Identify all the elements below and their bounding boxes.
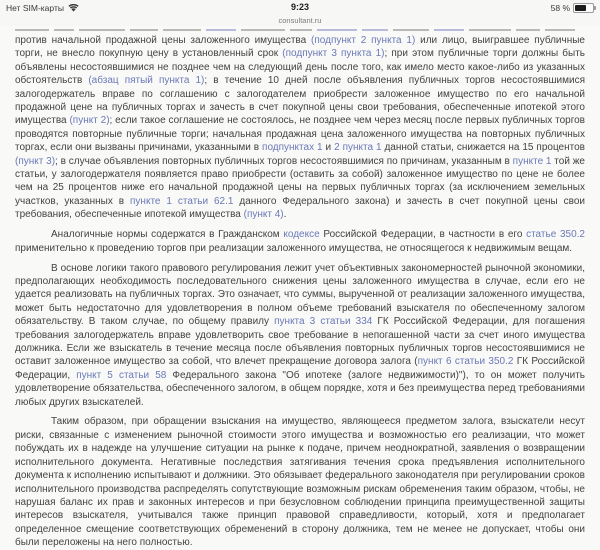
body-text: ; если такое соглашение не состоялось, не позднее чем через месяц после первых публичных торгов проводятся повторные публичные торги; начальная продажная цена заложенного имущества на повторных публичных торгах, если они вызваны причинами, указанными в [15, 115, 585, 154]
body-text: против начальной продажной цены заложенного имущества [15, 35, 312, 46]
legal-reference-link[interactable]: (пункт 3) [15, 155, 56, 167]
paragraph [15, 228, 585, 255]
legal-reference-link[interactable]: пункт 6 статьи 350.2 [417, 356, 514, 368]
body-text: ГК Российской Федерации, для погашения требования залогодержатель вправе удовлетворить свое требование в непогашенной части за счет иного имущества должника. Если же взыскатель в течение месяца после объявления повторных публичных торгов несостоявшимися не оставит заложенное имущество за собой, что влечет прекращение договора залога ( [15, 316, 585, 368]
body-text: Таким образом, при обращении взыскания на имущество, являющееся предметом залога, взыскатели несут риски, связанные с изменением рыночной стоимости этого имущества и возможностью его реализации, что может побуждать их в надежде на улучшение ситуации на рынке к подаче, причем неоднократной, заявления о возвращении исполнительного документа. Негативные последствия затягивания течения срока предъявления исполнительного документа к исполнению испытывают и должники. Это обязывает федерального законодателя при регулировании сроков исполнительного производства распределять сопутствующие возможным рискам обременения таким образом, чтобы, не нарушая баланс их прав и законных интересов и при безусловном соблюдении принципа преимущественной защиты интересов взыскателя, учитывался также принцип правовой справедливости, который, хотя и предполагает определенное смещение соответствующих обременений в сторону должника, тем не менее не допускает, чтобы они были переложены на него полностью. [15, 416, 585, 549]
body-text: ГК Российской Федерации, [15, 356, 585, 381]
legal-reference-link[interactable]: (пункт 2) [69, 115, 110, 127]
legal-reference-link[interactable]: 2 пункта 1 [334, 142, 382, 154]
paragraph [15, 262, 585, 409]
carrier-label: Нет SIM-карты [6, 3, 64, 13]
legal-reference-link[interactable]: (подпункт 2 пункта 1) [311, 35, 416, 46]
body-text: ; в течение 10 дней после объявления публичных торгов несостоявшимися залогодержатель вправе по соглашению с залогодателем приобрести заложенное имущество по его начальной продажной цене на публичных торгах и зачесть в счет покупной цены свои требования, обеспеченные ипотекой этого имущества [15, 75, 585, 127]
url-bar[interactable]: consultant.ru [0, 16, 600, 26]
battery-percent-label: 58 % [550, 3, 570, 13]
body-text: . [283, 209, 287, 221]
body-text: или лицо, выигравшее публичные торги, не внесло покупную цену в установленный срок [15, 35, 585, 60]
body-text: ; при этом публичные торги должны быть объявлены несостоявшимися не позднее чем на следующий день после того, как имело место какое-либо из указанных обстоятельств [15, 48, 585, 87]
battery-fill [575, 5, 586, 11]
paragraph [15, 34, 585, 222]
body-text: применительно к проведению торгов при реализации заложенного имущества, не относящегося к недвижимым вещам. [15, 242, 573, 254]
clipped-text-line [15, 26, 585, 31]
status-bar [0, 0, 600, 16]
status-right [551, 3, 594, 13]
legal-reference-link[interactable]: кодексе [283, 229, 320, 241]
document-body [0, 31, 600, 550]
legal-reference-link[interactable]: (подпункт 3 пункта 1) [282, 48, 385, 60]
legal-reference-link[interactable]: пункт 5 статьи 58 [76, 369, 167, 381]
body-text: В основе логики такого правового регулирования лежит учет объективных закономерностей рыночной экономики, предполагающих необходимость последовательного снижения цены заложенного имущества в случае, если его не удается реализовать на публичных торгах. Это означает, что суммы, вырученной от реализации заложенного имущества, может быть недостаточно для удовлетворения в полном объеме требований взыскателя по обеспеченному залогом обязательству. В таком случае, по общему правилу [15, 262, 585, 328]
legal-reference-link[interactable]: пункта 3 статьи 334 [274, 316, 373, 328]
legal-reference-link[interactable]: (пункт 4) [243, 209, 284, 221]
body-text: Федерального закона "Об ипотеке (залоге недвижимости)"), то он может получить удовлетворение обязательства, обеспеченного залогом, в общем порядке, хотя и без преимущества перед требованиями любых других взыскателей. [15, 369, 585, 408]
legal-reference-link[interactable]: (абзац пятый пункта 1) [88, 75, 205, 87]
body-text: данного Федерального закона) и зачесть в счет покупной цены свои требования, обеспеченные ипотекой имущества [15, 195, 586, 221]
paragraph [15, 415, 585, 549]
body-text: Аналогичные нормы содержатся в Гражданском [51, 229, 284, 241]
body-text: той же статьи, у залогодержателя появляется право приобрести (оставить за собой) заложенное имущество по цене не более чем на 25 процентов ниже его начальной продажной цены на первых публичных торгах (за исключением земельных участков, указанных в [15, 155, 585, 207]
battery-icon [573, 3, 594, 13]
body-text: ; в случае объявления повторных публичных торгов несостоявшимися по причинам, указанным в [55, 155, 513, 167]
legal-reference-link[interactable]: пункте 1 статьи 62.1 [130, 195, 234, 207]
body-text: данной статьи, снижается на 15 процентов [381, 142, 585, 154]
legal-reference-link[interactable]: подпунктах 1 [262, 142, 323, 154]
body-text: Российской Федерации, в частности в его [319, 229, 527, 241]
legal-reference-link[interactable]: пункте 1 [512, 155, 552, 167]
legal-reference-link[interactable]: статье 350.2 [526, 229, 585, 241]
clock: 9:23 [290, 2, 309, 12]
body-text: и [322, 142, 335, 154]
